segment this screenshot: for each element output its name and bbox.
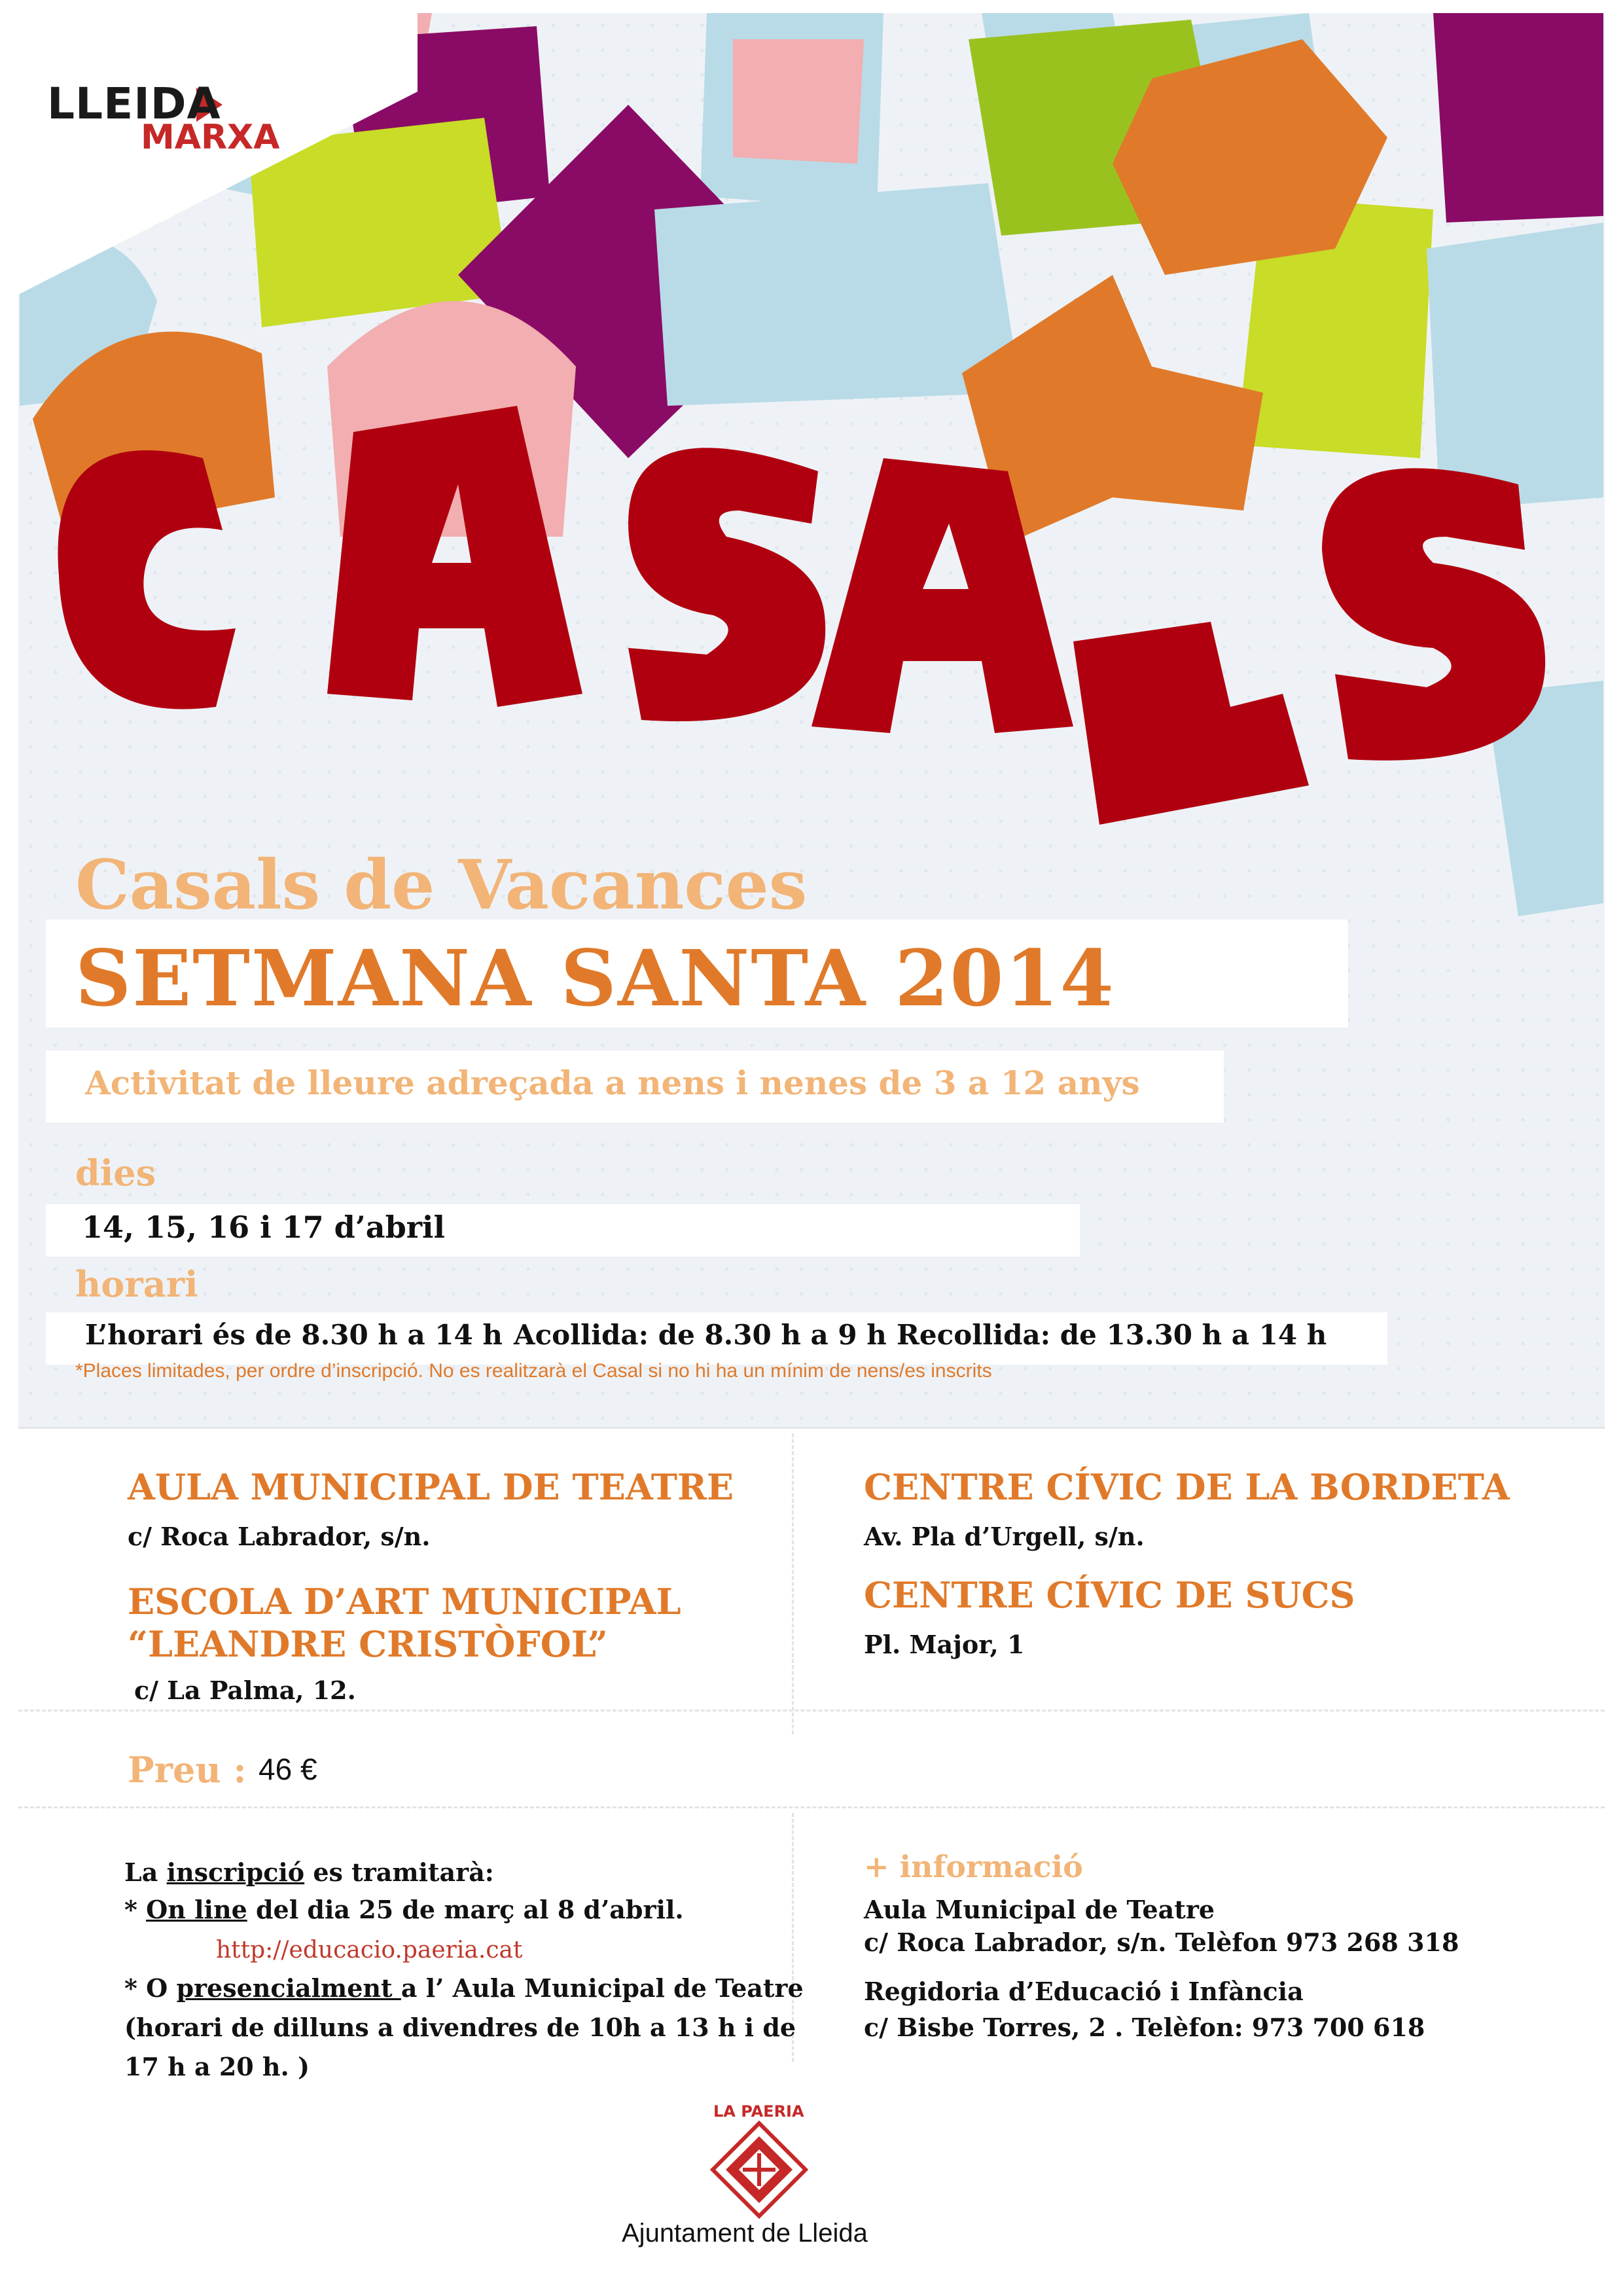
light-blue-shape <box>1427 223 1603 511</box>
casals-letters <box>58 406 1545 825</box>
inscription-hours: (horari de dilluns a divendres de 10h a 13 h i de <box>124 2013 796 2042</box>
info-label: + informació <box>864 1849 1083 1884</box>
venue-centre-bordeta: CENTRE CÍVIC DE LA BORDETA <box>864 1466 1510 1508</box>
acollida-value: Acollida: de 8.30 h a 9 h <box>514 1319 887 1351</box>
educacio-link[interactable]: http://educacio.paeria.cat <box>216 1937 523 1964</box>
dies-label: dies <box>75 1152 156 1194</box>
horari-label: horari <box>75 1263 198 1305</box>
inscription-url-line[interactable] <box>216 1934 522 1964</box>
venue-address: Av. Pla d’Urgell, s/n. <box>864 1522 1145 1551</box>
inscription-online: * On line del dia 25 de març al 8 d’abril. <box>124 1895 684 1924</box>
letter-c <box>58 450 236 709</box>
pink-shape <box>733 39 864 164</box>
venue-aula-teatre: AULA MUNICIPAL DE TEATRE <box>128 1466 734 1508</box>
info-line: c/ Roca Labrador, s/n. Telèfon 973 268 318 <box>864 1928 1459 1957</box>
price-label: Preu : <box>128 1749 247 1791</box>
info-line: Regidoria d’Educació i Infància <box>864 1977 1304 2006</box>
venue-address: Pl. Major, 1 <box>864 1630 1025 1659</box>
activity-description: Activitat de lleure adreçada a nens i nenes de 3 a 12 anys <box>85 1064 1140 1102</box>
venue-address: c/ La Palma, 12. <box>134 1676 356 1705</box>
venue-centre-sucs: CENTRE CÍVIC DE SUCS <box>864 1574 1355 1616</box>
page-title: Casals de Vacances <box>75 844 808 925</box>
venue-address: c/ Roca Labrador, s/n. <box>128 1522 431 1551</box>
letter-s <box>628 448 825 721</box>
logo-marxa: MARXA <box>141 118 280 157</box>
venue-escola-art-name: “LEANDRE CRISTÒFOL” <box>128 1623 608 1665</box>
letter-s <box>1322 468 1545 761</box>
lleida-marxa-logo <box>18 13 437 301</box>
lleida-seal-icon <box>710 2121 808 2219</box>
page-subtitle: SETMANA SANTA 2014 <box>75 933 1115 1024</box>
column-divider <box>792 1433 794 1734</box>
venue-escola-art: ESCOLA D’ART MUNICIPAL <box>128 1581 681 1623</box>
ajuntament-label: Ajuntament de Lleida <box>622 2219 868 2248</box>
inscription-presencial: * O presencialment a l’ Aula Municipal de Teatre <box>124 1973 804 2003</box>
info-line: Aula Municipal de Teatre <box>864 1895 1215 1924</box>
inscription-line-1: La inscripció es tramitarà: <box>124 1857 494 1887</box>
inscription-hours-end: 17 h a 20 h. ) <box>124 2052 310 2081</box>
purple-shape <box>1433 13 1603 223</box>
horari-value: L’horari és de 8.30 h a 14 h <box>85 1319 503 1351</box>
dies-value: 14, 15, 16 i 17 d’abril <box>82 1210 445 1245</box>
logo-lleida: LLEIDA <box>47 79 221 129</box>
row-divider <box>18 1710 1605 1712</box>
letter-l <box>1073 622 1309 825</box>
row-divider <box>18 1806 1605 1808</box>
price-value: 46 € <box>259 1752 317 1786</box>
recollida-value: Recollida: de 13.30 h a 14 h <box>897 1319 1327 1351</box>
paeria-label: LA PAERIA <box>713 2102 804 2121</box>
places-note: *Places limitades, per ordre d’inscripció. No es realitzarà el Casal si no hi ha un mínim de nens/es inscrits <box>75 1360 992 1382</box>
info-line: c/ Bisbe Torres, 2 . Telèfon: 973 700 618 <box>864 2013 1425 2042</box>
